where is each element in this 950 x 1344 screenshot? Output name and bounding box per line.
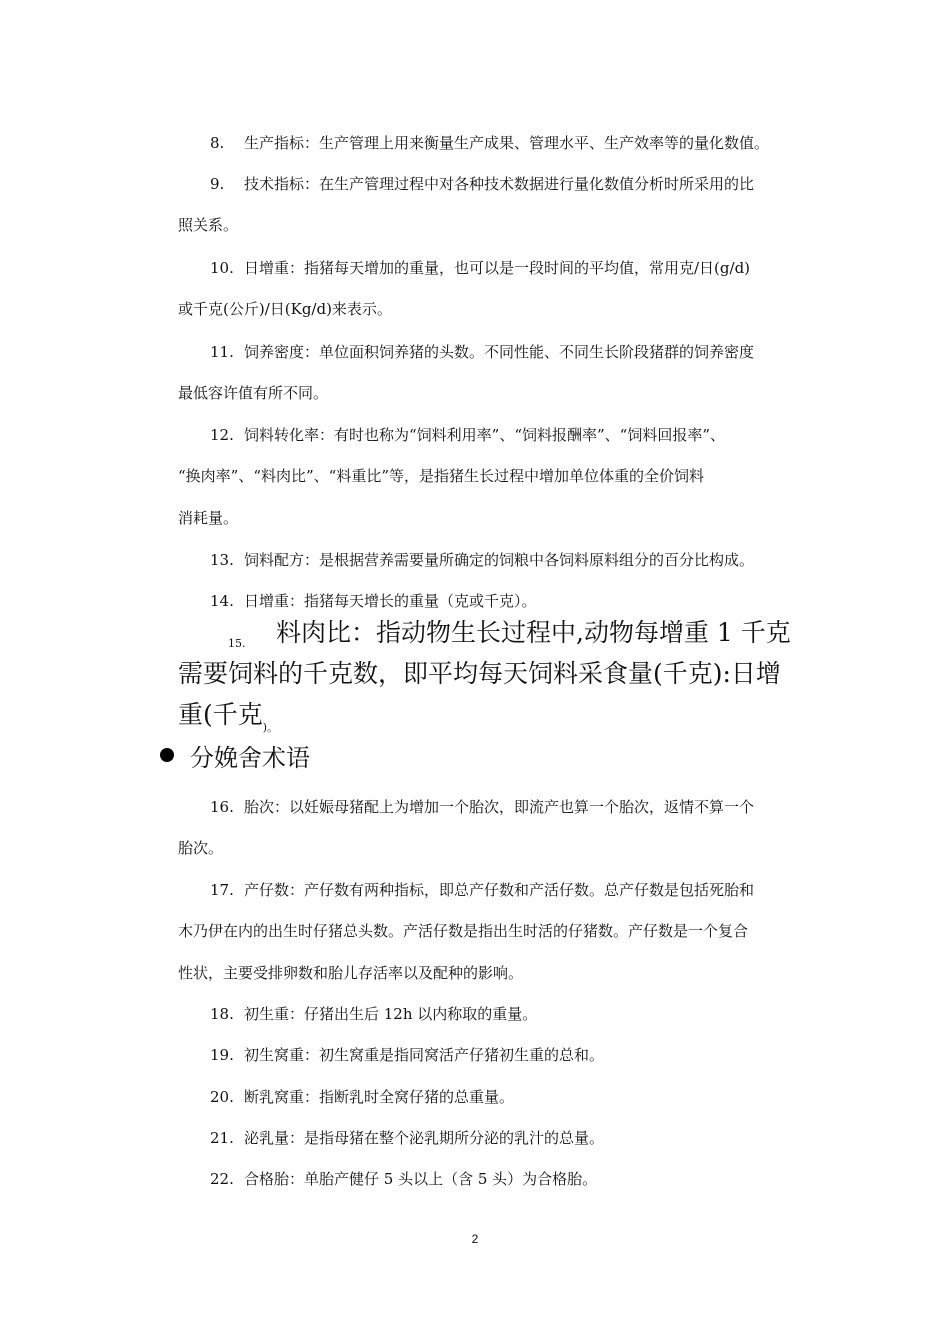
entry-text: 断乳窝重：指断乳时全窝仔猪的总重量。 [244, 1088, 515, 1106]
entry-number: 22. [210, 1170, 234, 1188]
entry-text: 初生窝重：初生窝重是指同窝活产仔猪初生重的总和。 [244, 1046, 605, 1064]
entry-text: 生产指标：生产管理上用来衡量生产成果、管理水平、生产效率等的量化数值。 [244, 134, 770, 152]
entry-number: 16. [210, 798, 234, 816]
entry-text-continued: 消耗量。 [178, 509, 239, 527]
entry-number: 21. [210, 1129, 234, 1147]
entry-text: 饲料配方：是根据营养需要量所确定的饲粮中各饲料原料组分的百分比构成。 [244, 551, 755, 569]
entry-text-continued: 性状，主要受排卵数和胎儿存活率以及配种的影响。 [178, 964, 524, 982]
entry-text-continued: 重(千克 [178, 700, 263, 729]
entry-20 [210, 1087, 840, 1107]
entry-text: 饲料转化率：有时也称为“饲料利用率”、“饲料报酬率”、“饲料回报率”、 [244, 426, 726, 444]
entry-13 [210, 550, 840, 570]
bullet-icon [160, 748, 174, 762]
entry-number: 15. [228, 637, 246, 650]
entry-text: 泌乳量：是指母猪在整个泌乳期所分泌的乳汁的总量。 [244, 1129, 605, 1147]
section-heading [160, 738, 310, 772]
entry-19 [210, 1045, 840, 1065]
entry-text: 产仔数：产仔数有两种指标，即总产仔数和产活仔数。总产仔数是包括死胎和 [244, 881, 755, 899]
entry-number: 19. [210, 1046, 234, 1064]
page-number: 2 [471, 1232, 479, 1246]
entry-text-continued: 照关系。 [178, 216, 239, 234]
entry-text: 料肉比：指动物生长过程中,动物每增重 1 千克 [276, 618, 791, 647]
entry-12 [210, 425, 840, 445]
entry-text: 合格胎：单胎产健仔 5 头以上（含 5 头）为合格胎。 [244, 1170, 598, 1188]
entry-text-continued: 胎次。 [178, 839, 224, 857]
entry-11 [210, 342, 840, 362]
entry-14 [210, 591, 840, 611]
entry-text: 日增重：指猪每天增长的重量（克或千克）。 [244, 592, 537, 610]
entry-text: 胎次：以妊娠母猪配上为增加一个胎次，即流产也算一个胎次，返情不算一个 [244, 798, 755, 816]
entry-number: 8. [210, 134, 225, 152]
entry-number: 14. [210, 592, 234, 610]
entry-15 [228, 616, 791, 661]
entry-text-continued: 或千克(公斤)/日(Kg/d)来表示。 [178, 300, 392, 318]
entry-number: 9. [210, 175, 225, 193]
entry-number: 18. [210, 1005, 234, 1023]
entry-text-continued: 需要饲料的千克数，即平均每天饲料采食量(千克):日增 [178, 659, 781, 688]
entry-text: 饲养密度：单位面积饲养猪的头数。不同性能、不同生长阶段猪群的饲养密度 [244, 343, 755, 361]
entry-number: 11. [210, 343, 234, 361]
entry-number: 20. [210, 1088, 234, 1106]
entry-text-continued: 最低容许值有所不同。 [178, 384, 329, 402]
entry-22 [210, 1169, 840, 1189]
entry-text: 技术指标：在生产管理过程中对各种技术数据进行量化数值分析时所采用的比 [244, 175, 755, 193]
entry-text: 日增重：指猪每天增加的重量，也可以是一段时间的平均值，常用克/日(g/d) [244, 259, 751, 277]
entry-17 [210, 880, 840, 900]
entry-number: 12. [210, 426, 234, 444]
entry-text-continued: 木乃伊在内的出生时仔猪总头数。产活仔数是指出生时活的仔猪数。产仔数是一个复合 [178, 922, 749, 940]
entry-10 [210, 258, 840, 278]
entry-8 [210, 133, 840, 153]
entry-number: 10. [210, 259, 234, 277]
entry-16 [210, 797, 840, 817]
entry-text: 初生重：仔猪出生后 12h 以内称取的重量。 [244, 1005, 538, 1023]
entry-text-tail: )。 [262, 721, 279, 734]
entry-9 [210, 174, 840, 194]
entry-21 [210, 1128, 840, 1148]
entry-number: 17. [210, 881, 234, 899]
entry-18 [210, 1004, 840, 1024]
entry-number: 13. [210, 551, 234, 569]
entry-text-continued: “换肉率”、“料肉比”、“料重比”等，是指猪生长过程中增加单位体重的全价饲料 [178, 467, 705, 485]
section-heading-text: 分娩舍术语 [190, 743, 310, 772]
